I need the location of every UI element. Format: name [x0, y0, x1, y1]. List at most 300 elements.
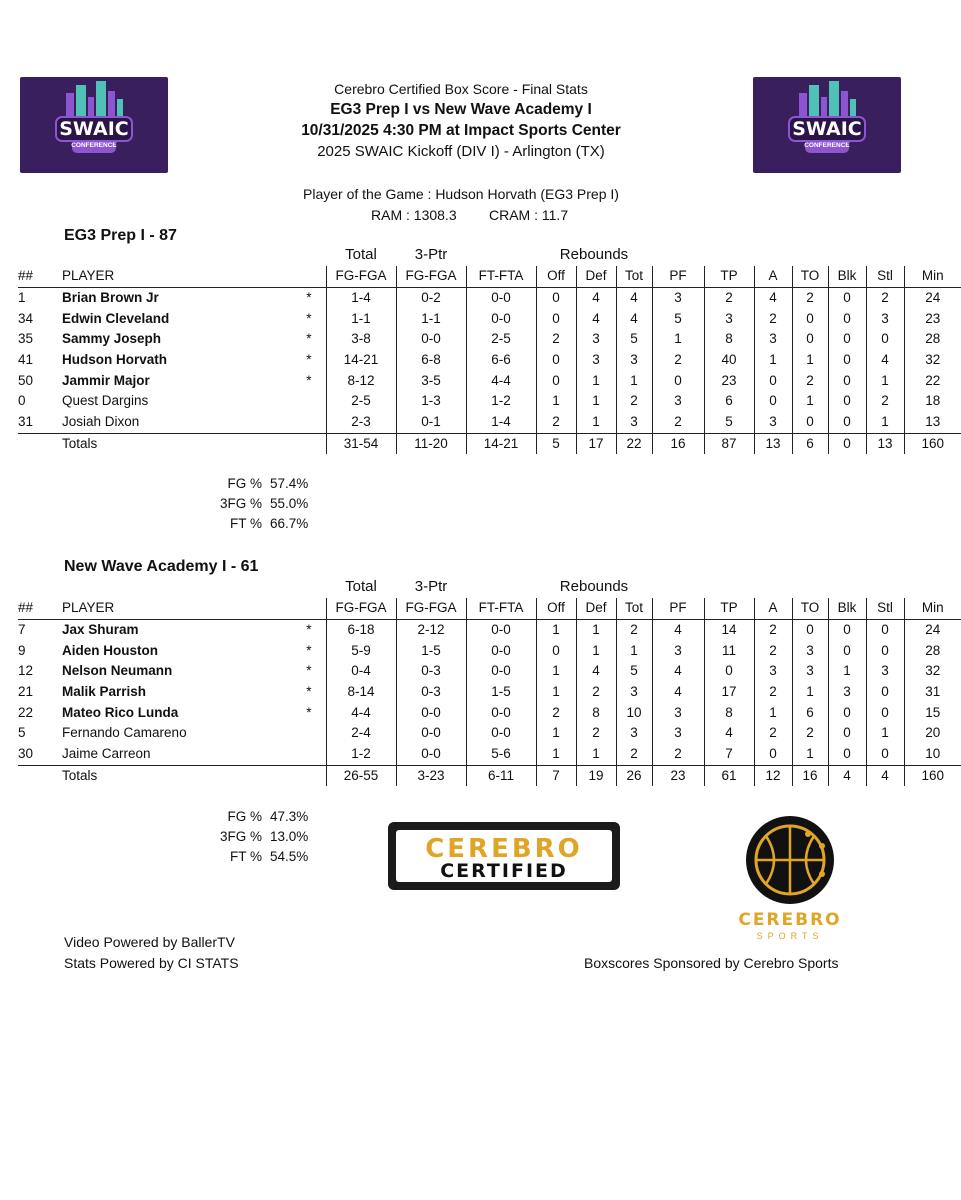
stat-to: 0 [792, 412, 828, 433]
stat-blk: 0 [828, 723, 866, 744]
stat-fg: 3-8 [326, 329, 396, 350]
sports-logo-line1: CEREBRO [738, 910, 842, 930]
group-total: Total [345, 246, 377, 263]
stat-min: 13 [904, 412, 961, 433]
stat-fg: 8-14 [326, 682, 396, 703]
total-min: 160 [904, 765, 961, 786]
column-header: FG-FGA [396, 266, 466, 287]
total-pf: 16 [652, 433, 704, 454]
stat-def: 2 [576, 723, 616, 744]
group-header-row [18, 576, 961, 598]
stat-stl: 1 [866, 723, 904, 744]
sports-logo-line2: SPORTS [756, 931, 824, 941]
total-a: 13 [754, 433, 792, 454]
fg-pct-value: 47.3% [270, 809, 309, 824]
total-to: 6 [792, 433, 828, 454]
player-number: 1 [18, 290, 26, 306]
column-header-row [18, 598, 961, 619]
column-header: Blk [828, 598, 866, 619]
stat-pf: 4 [652, 682, 704, 703]
player-name: Jax Shuram [62, 622, 139, 638]
matchup-title: EG3 Prep I vs New Wave Academy I [330, 101, 592, 118]
column-header: Stl [866, 598, 904, 619]
column-header: Def [576, 266, 616, 287]
stat-def: 3 [576, 329, 616, 350]
stat-tp: 2 [704, 287, 754, 308]
column-header: TP [704, 266, 754, 287]
stat-to: 3 [792, 661, 828, 682]
stat-tp3: 1-1 [396, 308, 466, 329]
stat-stl: 1 [866, 370, 904, 391]
player-number: 0 [18, 393, 26, 409]
stat-blk: 3 [828, 682, 866, 703]
stat-def: 1 [576, 370, 616, 391]
total-tot: 26 [616, 765, 652, 786]
stat-a: 4 [754, 287, 792, 308]
starter-mark: * [306, 663, 312, 679]
stat-a: 3 [754, 329, 792, 350]
spacer-cell [258, 765, 326, 786]
stat-stl: 2 [866, 287, 904, 308]
player-name: Sammy Joseph [62, 331, 162, 347]
stat-fg: 5-9 [326, 640, 396, 661]
player-name: Josiah Dixon [62, 414, 140, 430]
fg3-pct-label: 3FG % [219, 829, 262, 844]
player-name: Nelson Neumann [62, 663, 173, 679]
stat-stl: 4 [866, 350, 904, 371]
total-tp3: 11-20 [396, 433, 466, 454]
swaic-logo-left-text: SWAIC [59, 118, 129, 140]
group-3ptr: 3-Ptr [414, 578, 448, 595]
stat-tp: 4 [704, 723, 754, 744]
stat-fg: 1-4 [326, 287, 396, 308]
starter-mark: * [306, 310, 312, 326]
stat-tp: 40 [704, 350, 754, 371]
stat-tp: 3 [704, 308, 754, 329]
totals-label: Totals [62, 433, 258, 454]
column-header: PF [652, 598, 704, 619]
stat-to: 1 [792, 350, 828, 371]
total-a: 12 [754, 765, 792, 786]
player-number: 5 [18, 725, 26, 741]
stat-tp: 23 [704, 370, 754, 391]
spacer-cell [466, 244, 536, 266]
total-ft: 14-21 [466, 433, 536, 454]
starter-mark [258, 723, 326, 744]
player-row [18, 370, 961, 391]
stat-ft: 2-5 [466, 329, 536, 350]
stat-tp: 6 [704, 391, 754, 412]
spacer-cell [18, 576, 326, 598]
player-number: 22 [18, 704, 34, 720]
player-name: Fernando Camareno [62, 725, 187, 741]
column-header: Min [904, 598, 961, 619]
stat-stl: 0 [866, 702, 904, 723]
stat-tp: 11 [704, 640, 754, 661]
column-header: A [754, 598, 792, 619]
team2-shooting-pct [202, 807, 342, 867]
stat-to: 0 [792, 329, 828, 350]
player-row [18, 619, 961, 640]
column-header: FG-FGA [396, 598, 466, 619]
column-header: Stl [866, 266, 904, 287]
stat-ft: 0-0 [466, 640, 536, 661]
stat-tot: 2 [616, 391, 652, 412]
stat-min: 28 [904, 640, 961, 661]
stat-pf: 1 [652, 329, 704, 350]
player-name: Malik Parrish [62, 684, 147, 700]
stat-def: 8 [576, 702, 616, 723]
stat-blk: 0 [828, 391, 866, 412]
ft-pct-label: FT % [229, 849, 262, 864]
player-number: 9 [18, 642, 26, 658]
player-number: 31 [18, 414, 34, 430]
stat-blk: 0 [828, 350, 866, 371]
stat-tp3: 0-3 [396, 661, 466, 682]
player-row [18, 661, 961, 682]
stat-min: 23 [904, 308, 961, 329]
stat-tp3: 0-0 [396, 702, 466, 723]
stat-fg: 2-3 [326, 412, 396, 433]
total-blk: 0 [828, 433, 866, 454]
stat-tot: 4 [616, 308, 652, 329]
stat-min: 22 [904, 370, 961, 391]
stat-off: 1 [536, 661, 576, 682]
event-name: 2025 SWAIC Kickoff (DIV I) - Arlington (TX) [317, 143, 605, 160]
fg-pct-label: FG % [227, 809, 262, 824]
stat-off: 1 [536, 391, 576, 412]
starter-mark: * [306, 290, 312, 306]
column-header: PLAYER [62, 266, 258, 287]
stat-to: 6 [792, 702, 828, 723]
player-of-the-game: Player of the Game : Hudson Horvath (EG3 Prep I) [303, 186, 619, 202]
sponsor-credit: Boxscores Sponsored by Cerebro Sports [584, 955, 839, 971]
stat-blk: 0 [828, 412, 866, 433]
stat-to: 0 [792, 619, 828, 640]
stat-pf: 2 [652, 412, 704, 433]
column-header: FT-FTA [466, 266, 536, 287]
team2-title: New Wave Academy I - 61 [64, 558, 259, 575]
stat-tot: 5 [616, 661, 652, 682]
starter-mark: * [306, 352, 312, 368]
starter-mark: * [306, 331, 312, 347]
stat-min: 28 [904, 329, 961, 350]
stat-a: 0 [754, 744, 792, 765]
stat-tp: 5 [704, 412, 754, 433]
stat-pf: 3 [652, 723, 704, 744]
stat-tp3: 6-8 [396, 350, 466, 371]
stat-a: 0 [754, 391, 792, 412]
stat-a: 0 [754, 370, 792, 391]
group-rebounds: Rebounds [559, 246, 629, 263]
stat-pf: 4 [652, 619, 704, 640]
player-name: Quest Dargins [62, 393, 149, 409]
player-row [18, 329, 961, 350]
stat-stl: 3 [866, 661, 904, 682]
stat-tp3: 0-2 [396, 287, 466, 308]
stat-off: 0 [536, 308, 576, 329]
stat-pf: 3 [652, 287, 704, 308]
stat-ft: 0-0 [466, 308, 536, 329]
stat-tp: 8 [704, 329, 754, 350]
stat-pf: 3 [652, 640, 704, 661]
stat-tp3: 1-3 [396, 391, 466, 412]
stats-credit: Stats Powered by CI STATS [64, 955, 239, 971]
stat-stl: 0 [866, 329, 904, 350]
stat-ft: 1-4 [466, 412, 536, 433]
column-header: FG-FGA [326, 266, 396, 287]
stat-pf: 4 [652, 661, 704, 682]
stat-a: 2 [754, 723, 792, 744]
total-def: 17 [576, 433, 616, 454]
stat-to: 2 [792, 287, 828, 308]
stat-def: 1 [576, 391, 616, 412]
stat-tp3: 0-1 [396, 412, 466, 433]
stat-to: 2 [792, 723, 828, 744]
fg-pct-value: 57.4% [270, 476, 309, 491]
spacer-cell [258, 433, 326, 454]
player-row [18, 723, 961, 744]
totals-label: Totals [62, 765, 258, 786]
stat-tot: 3 [616, 723, 652, 744]
stat-tot: 3 [616, 350, 652, 371]
stat-min: 10 [904, 744, 961, 765]
stat-min: 32 [904, 350, 961, 371]
column-header: Blk [828, 266, 866, 287]
player-row [18, 682, 961, 703]
stat-blk: 0 [828, 619, 866, 640]
stat-blk: 0 [828, 329, 866, 350]
spacer-cell [466, 576, 536, 598]
stat-ft: 1-5 [466, 682, 536, 703]
stat-off: 0 [536, 287, 576, 308]
cerebro-certified-badge [388, 822, 620, 890]
swaic-logo-right-text: SWAIC [792, 118, 862, 140]
totals-row [18, 765, 961, 786]
stat-off: 2 [536, 412, 576, 433]
column-header-row [18, 266, 961, 287]
stat-fg: 4-4 [326, 702, 396, 723]
stat-to: 1 [792, 744, 828, 765]
totals-row [18, 433, 961, 454]
player-row [18, 308, 961, 329]
stat-min: 31 [904, 682, 961, 703]
player-row [18, 287, 961, 308]
stat-tp: 0 [704, 661, 754, 682]
group-header-row [18, 244, 961, 266]
stat-a: 3 [754, 412, 792, 433]
stat-off: 0 [536, 350, 576, 371]
stat-off: 1 [536, 723, 576, 744]
total-stl: 4 [866, 765, 904, 786]
stat-ft: 5-6 [466, 744, 536, 765]
total-to: 16 [792, 765, 828, 786]
stat-min: 24 [904, 619, 961, 640]
stat-tp: 8 [704, 702, 754, 723]
stat-pf: 2 [652, 744, 704, 765]
player-number: 30 [18, 746, 34, 762]
fg3-pct-value: 13.0% [270, 829, 309, 844]
spacer-cell [18, 244, 326, 266]
stat-tp3: 0-0 [396, 744, 466, 765]
stat-pf: 3 [652, 391, 704, 412]
total-tp: 61 [704, 765, 754, 786]
stat-min: 18 [904, 391, 961, 412]
ft-pct-label: FT % [229, 516, 262, 531]
stat-def: 3 [576, 350, 616, 371]
stat-to: 3 [792, 640, 828, 661]
column-header: TO [792, 598, 828, 619]
stat-def: 4 [576, 308, 616, 329]
total-tp3: 3-23 [396, 765, 466, 786]
player-name: Jaime Carreon [62, 746, 151, 762]
player-row [18, 412, 961, 433]
total-ft: 6-11 [466, 765, 536, 786]
stat-fg: 6-18 [326, 619, 396, 640]
stat-tot: 2 [616, 744, 652, 765]
stat-ft: 4-4 [466, 370, 536, 391]
column-header: A [754, 266, 792, 287]
badge-line2: CERTIFIED [440, 860, 568, 882]
stat-to: 1 [792, 391, 828, 412]
stat-ft: 6-6 [466, 350, 536, 371]
total-off: 7 [536, 765, 576, 786]
spacer-cell [652, 244, 961, 266]
team1-title: EG3 Prep I - 87 [64, 227, 177, 244]
player-row [18, 702, 961, 723]
stat-off: 0 [536, 370, 576, 391]
stat-fg: 0-4 [326, 661, 396, 682]
player-number: 21 [18, 684, 34, 700]
player-row [18, 640, 961, 661]
stat-pf: 5 [652, 308, 704, 329]
player-name: Hudson Horvath [62, 352, 168, 368]
stat-min: 24 [904, 287, 961, 308]
column-header: TP [704, 598, 754, 619]
player-number: 34 [18, 310, 34, 326]
stat-a: 2 [754, 619, 792, 640]
stat-min: 15 [904, 702, 961, 723]
stat-tot: 2 [616, 619, 652, 640]
column-header: FG-FGA [326, 598, 396, 619]
starter-mark: * [306, 704, 312, 720]
ft-pct-value: 66.7% [270, 516, 309, 531]
spacer-cell [18, 433, 62, 454]
stat-tot: 3 [616, 682, 652, 703]
stat-fg: 2-4 [326, 723, 396, 744]
stat-tp3: 3-5 [396, 370, 466, 391]
stat-ft: 0-0 [466, 619, 536, 640]
stat-stl: 0 [866, 640, 904, 661]
total-min: 160 [904, 433, 961, 454]
swaic-logo-right-sub: CONFERENCE [804, 142, 850, 149]
stat-blk: 0 [828, 744, 866, 765]
stat-off: 1 [536, 619, 576, 640]
player-name: Jammir Major [62, 372, 150, 388]
player-name: Mateo Rico Lunda [62, 704, 179, 720]
stat-blk: 0 [828, 287, 866, 308]
player-number: 50 [18, 372, 34, 388]
column-header: Off [536, 266, 576, 287]
ram-value: RAM : 1308.3 [371, 207, 457, 223]
stat-tot: 4 [616, 287, 652, 308]
stat-def: 4 [576, 287, 616, 308]
stat-blk: 0 [828, 640, 866, 661]
stat-tot: 10 [616, 702, 652, 723]
stat-blk: 1 [828, 661, 866, 682]
stat-tp: 7 [704, 744, 754, 765]
stat-def: 1 [576, 412, 616, 433]
player-name: Aiden Houston [62, 642, 158, 658]
total-tot: 22 [616, 433, 652, 454]
starter-mark [258, 391, 326, 412]
spacer-cell [18, 765, 62, 786]
stat-blk: 0 [828, 370, 866, 391]
stat-tot: 1 [616, 640, 652, 661]
stat-tp: 17 [704, 682, 754, 703]
stat-to: 1 [792, 682, 828, 703]
total-fg: 26-55 [326, 765, 396, 786]
fg3-pct-value: 55.0% [270, 496, 309, 511]
stat-a: 2 [754, 640, 792, 661]
stat-fg: 14-21 [326, 350, 396, 371]
stat-min: 32 [904, 661, 961, 682]
stat-def: 1 [576, 744, 616, 765]
video-credit: Video Powered by BallerTV [64, 934, 235, 950]
stat-def: 4 [576, 661, 616, 682]
swaic-logo-left-sub: CONFERENCE [71, 142, 117, 149]
stat-tp3: 2-12 [396, 619, 466, 640]
column-header: Tot [616, 598, 652, 619]
stat-off: 1 [536, 744, 576, 765]
stat-pf: 0 [652, 370, 704, 391]
player-name: Edwin Cleveland [62, 310, 170, 326]
stat-to: 0 [792, 308, 828, 329]
stat-tot: 1 [616, 370, 652, 391]
stat-ft: 0-0 [466, 287, 536, 308]
stat-to: 2 [792, 370, 828, 391]
stat-ft: 0-0 [466, 661, 536, 682]
report-title: Cerebro Certified Box Score - Final Stats [334, 81, 588, 97]
stat-a: 3 [754, 661, 792, 682]
fg3-pct-label: 3FG % [219, 496, 262, 511]
group-rebounds: Rebounds [559, 578, 629, 595]
stat-stl: 2 [866, 391, 904, 412]
player-number: 41 [18, 352, 34, 368]
starter-mark: * [306, 372, 312, 388]
starter-mark: * [306, 684, 312, 700]
column-header: FT-FTA [466, 598, 536, 619]
column-header: PLAYER [62, 598, 258, 619]
total-pf: 23 [652, 765, 704, 786]
cram-value: CRAM : 11.7 [489, 207, 569, 223]
stat-a: 2 [754, 308, 792, 329]
stat-off: 2 [536, 702, 576, 723]
stat-fg: 1-1 [326, 308, 396, 329]
ft-pct-value: 54.5% [270, 849, 309, 864]
player-row [18, 744, 961, 765]
column-header: ## [18, 266, 62, 287]
team2-box-score-table [18, 576, 961, 786]
total-off: 5 [536, 433, 576, 454]
spacer-cell [652, 576, 961, 598]
stat-off: 0 [536, 640, 576, 661]
stat-def: 1 [576, 619, 616, 640]
stat-def: 2 [576, 682, 616, 703]
stat-blk: 0 [828, 308, 866, 329]
spacer-cell [258, 266, 326, 287]
stat-ft: 0-0 [466, 702, 536, 723]
